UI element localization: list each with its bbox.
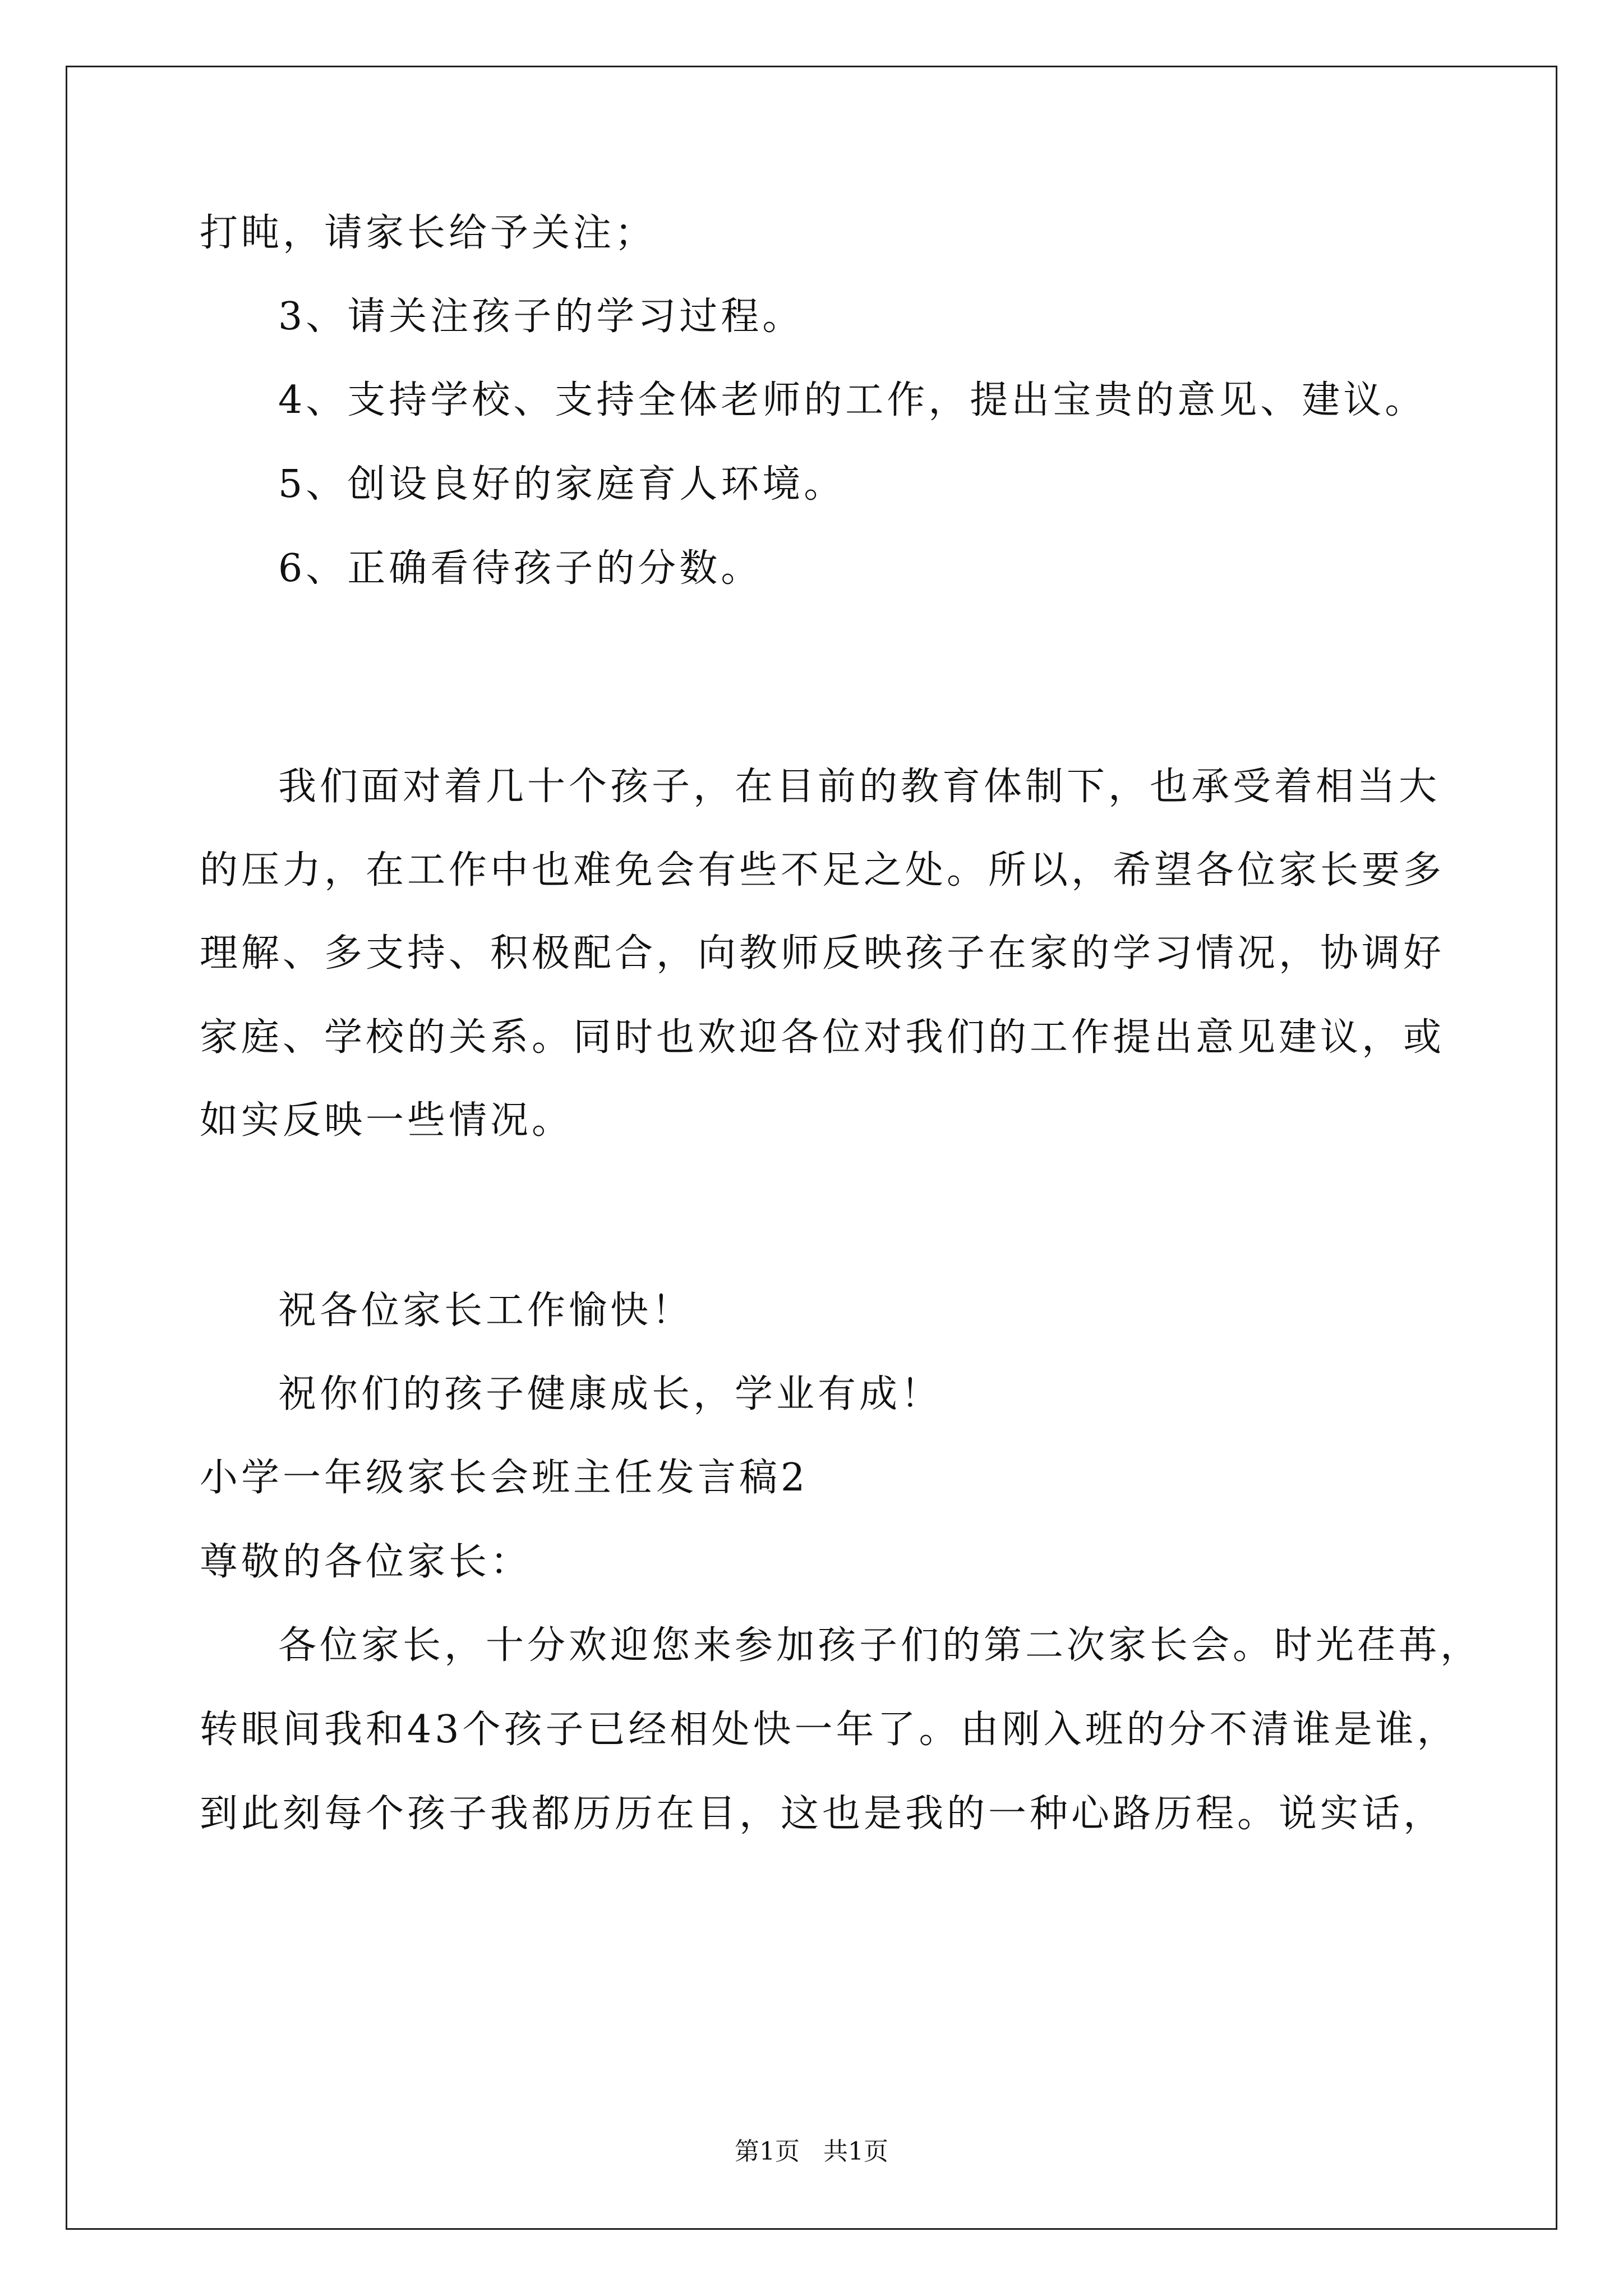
text-line: 如实反映一些情况。	[200, 1098, 574, 1143]
text-line: 的压力，在工作中也难免会有些不足之处。所以，希望各位家长要多	[200, 848, 1445, 892]
page-number-footer: 第1页 共1页	[735, 2137, 888, 2166]
text-line: 理解、多支持、积极配合，向教师反映孩子在家的学习情况，协调好	[200, 931, 1445, 976]
text-line: 3、请关注孩子的学习过程。	[278, 295, 804, 339]
text-line: 转眼间我和43个孩子已经相处快一年了。由刚入班的分不清谁是谁，	[200, 1708, 1459, 1752]
section-title: 小学一年级家长会班主任发言稿2	[200, 1456, 809, 1500]
text-line: 5、创设良好的家庭育人环境。	[278, 462, 846, 507]
text-line: 各位家长，十分欢迎您来参加孩子们的第二次家长会。时光荏苒，	[278, 1623, 1482, 1668]
text-line: 打盹，请家长给予关注；	[200, 211, 657, 255]
text-line: 祝各位家长工作愉快！	[278, 1289, 694, 1333]
salutation: 尊敬的各位家长：	[200, 1540, 532, 1584]
text-line: 4、支持学校、支持全体老师的工作，提出宝贵的意见、建议。	[278, 378, 1427, 422]
text-line: 我们面对着几十个孩子，在目前的教育体制下，也承受着相当大	[278, 765, 1441, 809]
text-line: 祝你们的孩子健康成长，学业有成！	[278, 1372, 943, 1416]
text-line: 到此刻每个孩子我都历历在目，这也是我的一种心路历程。说实话，	[200, 1792, 1445, 1836]
text-line: 6、正确看待孩子的分数。	[278, 546, 763, 591]
text-line: 家庭、学校的关系。同时也欢迎各位对我们的工作提出意见建议，或	[200, 1015, 1445, 1060]
